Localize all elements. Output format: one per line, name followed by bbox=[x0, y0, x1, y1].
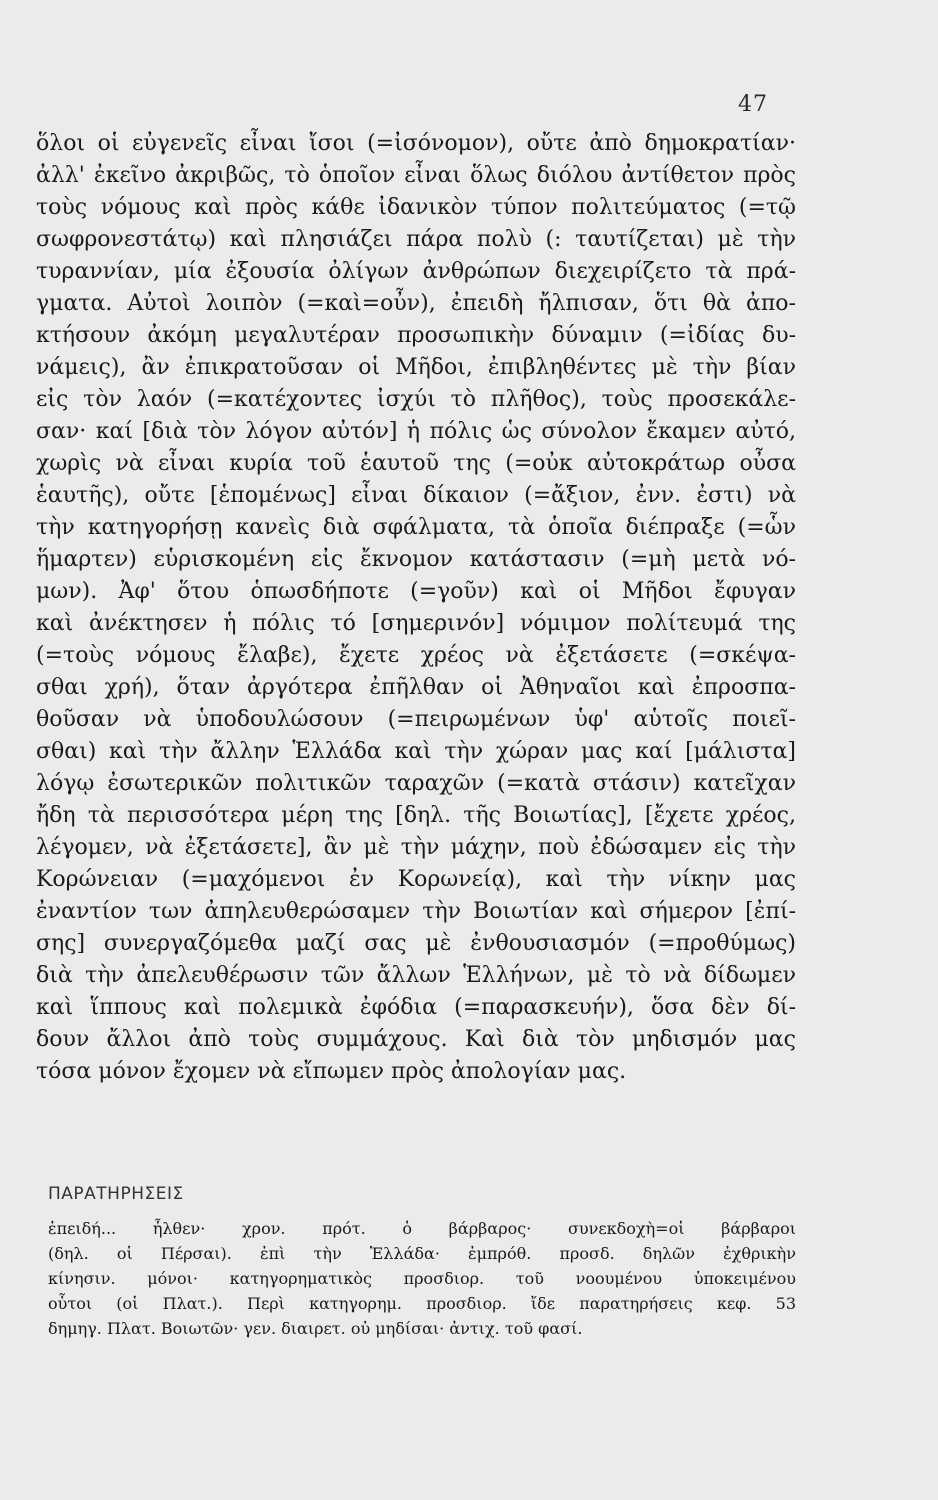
text-line: κτήσουν ἀκόμη μεγαλυτέραν προσωπικὴν δύναμιν (=ἰδίας δυ- bbox=[36, 323, 796, 348]
notes-section bbox=[48, 1216, 796, 1341]
text-line: τοὺς νόμους καὶ πρὸς κάθε ἰδανικὸν τύπον πολιτεύματος (=τῷ bbox=[36, 195, 796, 220]
note-line: κίνησιν. μόνοι· κατηγορηματικὸς προσδιορ. τοῦ νοουμένου ὑποκειμένου bbox=[48, 1269, 796, 1288]
text-line: λόγῳ ἐσωτερικῶν πολιτικῶν ταραχῶν (=κατὰ στάσιν) κατεῖχαν bbox=[36, 771, 796, 796]
text-line: ἀλλ' ἐκεῖνο ἀκριβῶς, τὸ ὁποῖον εἶναι ὅλως διόλου ἀντίθετον πρὸς bbox=[36, 163, 796, 188]
text-line: τυραννίαν, μία ἐξουσία ὀλίγων ἀνθρώπων διεχειρίζετο τὰ πρά- bbox=[36, 259, 796, 284]
text-line: καὶ ἵππους καὶ πολεμικὰ ἐφόδια (=παρασκευήν), ὅσα δὲν δί- bbox=[36, 995, 796, 1020]
text-line: λέγομεν, νὰ ἐξετάσετε], ἂν μὲ τὴν μάχην, ποὺ ἐδώσαμεν εἰς τὴν bbox=[36, 835, 796, 860]
text-line: σης] συνεργαζόμεθα μαζί σας μὲ ἐνθουσιασμόν (=προθύμως) bbox=[36, 931, 796, 956]
text-line: ὅλοι οἱ εὐγενεῖς εἶναι ἴσοι (=ἰσόνομον), οὔτε ἀπὸ δημοκρατίαν· bbox=[36, 131, 796, 156]
text-line: μων). Ἀφ' ὅτου ὁπωσδήποτε (=γοῦν) καὶ οἱ Μῆδοι ἔφυγαν bbox=[36, 579, 796, 604]
text-line: τόσα μόνον ἔχομεν νὰ εἴπωμεν πρὸς ἀπολογίαν μας. bbox=[36, 1059, 627, 1084]
text-line: σαν· καί [διὰ τὸν λόγον αὐτόν] ἡ πόλις ὡς σύνολον ἔκαμεν αὐτό, bbox=[36, 419, 796, 444]
note-line: δημηγ. Πλατ. Βοιωτῶν· γεν. διαιρετ. οὐ μηδίσαι· ἀντιχ. τοῦ φασί. bbox=[48, 1319, 583, 1338]
text-line: (=τοὺς νόμους ἔλαβε), ἔχετε χρέος νὰ ἐξετάσετε (=σκέψα- bbox=[36, 643, 796, 668]
text-line: ἑαυτῆς), οὔτε [ἑπομένως] εἶναι δίκαιον (=ἄξιον, ἐνν. ἐστι) νὰ bbox=[36, 483, 796, 508]
text-line: ἤδη τὰ περισσότερα μέρη της [δηλ. τῆς Βοιωτίας], [ἔχετε χρέος, bbox=[36, 803, 796, 828]
text-line: ἥμαρτεν) εὑρισκομένη εἰς ἔκνομον κατάστασιν (=μὴ μετὰ νό- bbox=[36, 547, 796, 572]
text-line: νάμεις), ἂν ἐπικρατοῦσαν οἱ Μῆδοι, ἐπιβληθέντες μὲ τὴν βίαν bbox=[36, 355, 796, 380]
text-line: χωρὶς νὰ εἶναι κυρία τοῦ ἑαυτοῦ της (=οὐκ αὐτοκράτωρ οὖσα bbox=[36, 451, 796, 476]
text-line: σθαι) καὶ τὴν ἄλλην Ἑλλάδα καὶ τὴν χώραν μας καί [μάλιστα] bbox=[36, 739, 796, 764]
text-line: θοῦσαν νὰ ὑποδουλώσουν (=πειρωμένων ὑφ' αὑτοῖς ποιεῖ- bbox=[36, 707, 796, 732]
text-line: σωφρονεστάτῳ) καὶ πλησιάζει πάρα πολὺ (: ταυτίζεται) μὲ τὴν bbox=[36, 227, 796, 252]
text-line: εἰς τὸν λαόν (=κατέχοντες ἰσχύι τὸ πλῆθος), τοὺς προσεκάλε- bbox=[36, 387, 796, 412]
text-line: Κορώνειαν (=μαχόμενοι ἐν Κορωνείᾳ), καὶ τὴν νίκην μας bbox=[36, 867, 796, 892]
page-number: 47 bbox=[738, 92, 768, 117]
text-line: σθαι χρή), ὅταν ἀργότερα ἐπῆλθαν οἱ Ἀθηναῖοι καὶ ἐπροσπα- bbox=[36, 675, 796, 700]
text-line: ἐναντίον των ἀπηλευθερώσαμεν τὴν Βοιωτίαν καὶ σήμερον [ἐπί- bbox=[36, 899, 796, 924]
text-line: διὰ τὴν ἀπελευθέρωσιν τῶν ἄλλων Ἑλλήνων, μὲ τὸ νὰ δίδωμεν bbox=[36, 963, 796, 988]
note-line: ἐπειδή... ἦλθεν· χρον. πρότ. ὁ βάρβαρος· συνεκδοχὴ=οἱ βάρβαροι bbox=[48, 1219, 796, 1238]
text-line: τὴν κατηγορήσῃ κανεὶς διὰ σφάλματα, τὰ ὁποῖα διέπραξε (=ὧν bbox=[36, 515, 796, 540]
note-line: οὗτοι (οἱ Πλατ.). Περὶ κατηγορημ. προσδιορ. ἴδε παρατηρήσεις κεφ. 53 bbox=[48, 1294, 796, 1313]
note-line: (δηλ. οἱ Πέρσαι). ἐπὶ τὴν Ἑλλάδα· ἐμπρόθ. προσδ. δηλῶν ἐχθρικὴν bbox=[48, 1244, 796, 1263]
text-line: γματα. Αὐτοὶ λοιπὸν (=καὶ=οὖν), ἐπειδὴ ἤλπισαν, ὅτι θὰ ἀπο- bbox=[36, 291, 796, 316]
notes-heading: ΠΑΡΑΤΗΡΗΣΕΙΣ bbox=[48, 1184, 184, 1204]
text-line: δουν ἄλλοι ἀπὸ τοὺς συμμάχους. Καὶ διὰ τὸν μηδισμόν μας bbox=[36, 1027, 796, 1052]
text-line: καὶ ἀνέκτησεν ἡ πόλις τό [σημερινόν] νόμιμον πολίτευμά της bbox=[36, 611, 796, 636]
main-text bbox=[36, 128, 796, 1088]
